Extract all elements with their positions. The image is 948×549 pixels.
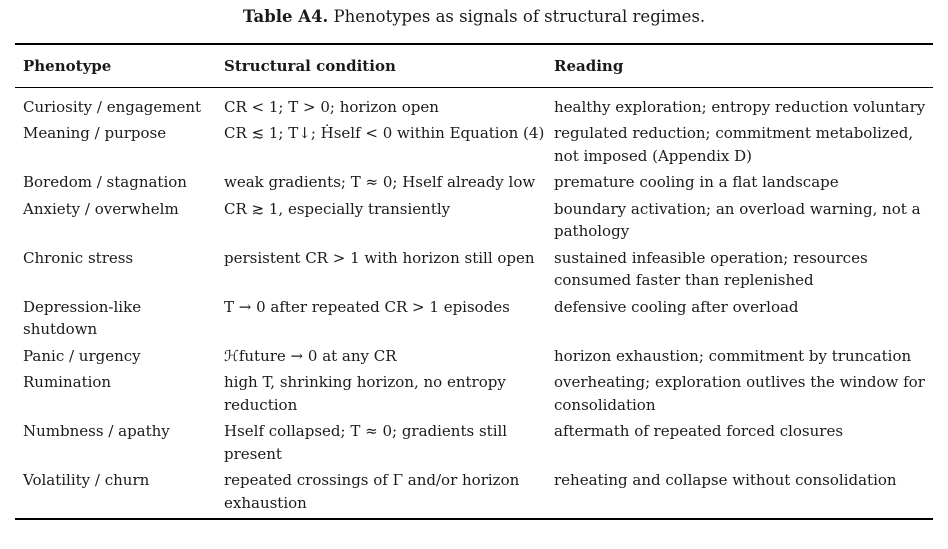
header-structural-condition: Structural condition bbox=[224, 57, 396, 75]
condition-cell: CR ≳ 1, especially transiently bbox=[224, 199, 451, 218]
table-row bbox=[15, 371, 933, 420]
reading-cell: boundary activation; an overload warning, not a pathology bbox=[554, 199, 921, 240]
caption-text: Phenotypes as signals of structural regimes. bbox=[328, 7, 706, 26]
phenotype-cell: Depression-like shutdown bbox=[23, 297, 142, 338]
caption-label: Table A4. bbox=[242, 7, 329, 26]
reading-cell: aftermath of repeated forced closures bbox=[554, 422, 844, 440]
condition-cell: T → 0 after repeated CR > 1 episodes bbox=[224, 297, 510, 316]
table-row bbox=[15, 247, 933, 296]
condition-cell: ℋfuture → 0 at any CR bbox=[224, 346, 397, 365]
phenotype-cell: Anxiety / overwhelm bbox=[23, 199, 179, 218]
phenotype-cell: Panic / urgency bbox=[23, 346, 141, 365]
phenotype-cell: Curiosity / engagement bbox=[23, 97, 202, 116]
reading-cell: reheating and collapse without consolidation bbox=[554, 471, 897, 489]
phenotype-cell: Numbness / apathy bbox=[23, 422, 170, 440]
condition-cell: repeated crossings of Γ and/or horizon exhaustion bbox=[224, 471, 520, 512]
phenotype-cell: Chronic stress bbox=[23, 248, 134, 267]
table-row bbox=[15, 420, 933, 469]
header-reading: Reading bbox=[554, 57, 624, 75]
reading-cell: regulated reduction; commitment metabolized, not imposed (Appendix D) bbox=[554, 124, 914, 165]
header-phenotype: Phenotype bbox=[23, 57, 112, 75]
table-row bbox=[15, 122, 933, 171]
table-row bbox=[15, 345, 933, 372]
reading-cell: healthy exploration; entropy reduction voluntary bbox=[554, 97, 926, 116]
condition-cell: Hself collapsed; T ≈ 0; gradients still present bbox=[224, 422, 508, 463]
condition-cell: persistent CR > 1 with horizon still open bbox=[224, 248, 535, 267]
table-row bbox=[15, 171, 933, 198]
condition-cell: high T, shrinking horizon, no entropy reduction bbox=[224, 373, 506, 414]
table-caption bbox=[0, 6, 948, 28]
reading-cell: sustained infeasible operation; resources consumed faster than replenished bbox=[554, 248, 868, 289]
phenotype-cell: Boredom / stagnation bbox=[23, 173, 187, 191]
table-row bbox=[15, 87, 933, 122]
phenotype-cell: Volatility / churn bbox=[23, 471, 150, 489]
reading-cell: defensive cooling after overload bbox=[554, 297, 799, 316]
phenotype-table bbox=[15, 43, 933, 520]
table-row bbox=[15, 198, 933, 247]
table-row bbox=[15, 469, 933, 519]
condition-cell: weak gradients; T ≈ 0; Hself already low bbox=[224, 173, 536, 191]
header-row bbox=[15, 44, 933, 87]
reading-cell: overheating; exploration outlives the window for consolidation bbox=[554, 373, 925, 414]
reading-cell: horizon exhaustion; commitment by truncation bbox=[554, 346, 912, 365]
reading-cell: premature cooling in a flat landscape bbox=[554, 173, 839, 191]
condition-cell: CR < 1; T > 0; horizon open bbox=[224, 97, 439, 116]
table-row bbox=[15, 296, 933, 345]
phenotype-cell: Meaning / purpose bbox=[23, 124, 167, 142]
phenotype-cell: Rumination bbox=[23, 373, 112, 391]
condition-cell: CR ≲ 1; T↓; Ḣself < 0 within Equation (4) bbox=[224, 124, 545, 142]
